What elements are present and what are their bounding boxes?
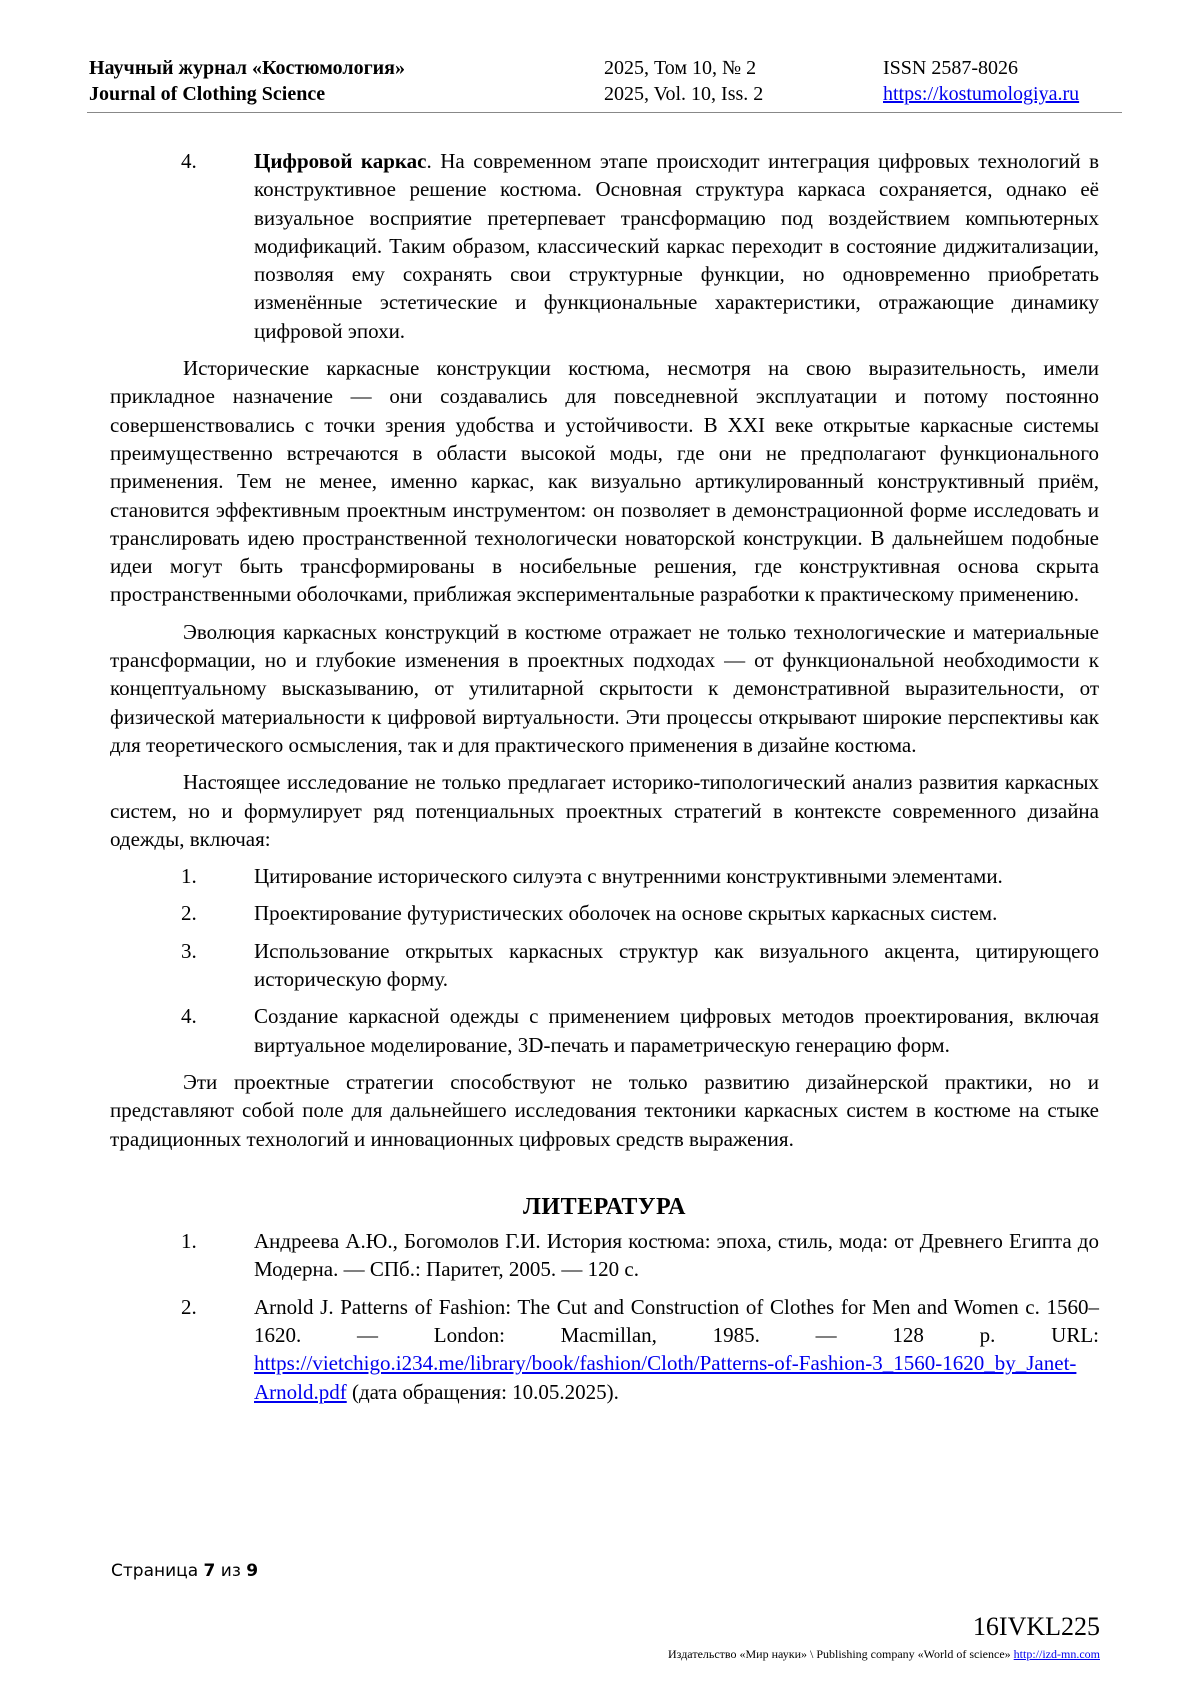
issue-info <box>604 55 763 107</box>
journal-title-ru: Научный журнал «Костюмология» <box>89 57 405 79</box>
reference-link[interactable]: https://vietchigo.i234.me/library/book/fashion/Cloth/Patterns-of-Fashion-3_1560-1620_by_Janet-Arnold.pdf <box>254 1351 1077 1404</box>
list-number: 1. <box>181 864 197 889</box>
issn: ISSN 2587-8026 <box>883 57 1019 79</box>
list-number: 4. <box>181 149 197 173</box>
strategy-text: Проектирование футуристических оболочек на основе скрытых каркасных систем. <box>254 901 998 926</box>
reference-text: Андреева А.Ю., Богомолов Г.И. История костюма: эпоха, стиль, мода: от Древнего Египта до Модерна. — СПб.: Паритет, 2005. — 120 с. <box>254 1229 1099 1282</box>
list-number: 4. <box>181 1004 197 1029</box>
journal-title <box>89 55 405 107</box>
page-current: 7 <box>203 1561 216 1581</box>
list-number: 3. <box>181 938 197 963</box>
item-title: Цифровой каркас <box>254 149 427 173</box>
issn-block <box>883 55 1079 107</box>
strategy-item <box>110 899 1099 927</box>
publisher-line <box>668 1647 1100 1662</box>
strategy-item <box>110 862 1099 890</box>
strategy-item <box>110 937 1099 994</box>
journal-url-link[interactable]: https://kostumologiya.ru <box>883 83 1080 105</box>
references-heading: ЛИТЕРАТУРА <box>523 1193 686 1220</box>
journal-title-en: Journal of Clothing Science <box>89 83 326 105</box>
strategy-item <box>110 1002 1099 1059</box>
conclusion-paragraph: Эти проектные стратегии способствуют не только развитию дизайнерской практики, но и представляют собой поле для дальнейшего исследования тектоники каркасных систем в костюме на стыке традиционных технологий и инновационных цифровых средств выражения. <box>110 1069 1099 1151</box>
reference-number: 2. <box>181 1294 197 1319</box>
reference-item <box>110 1227 1099 1284</box>
reference-number: 1. <box>181 1229 197 1254</box>
strategy-text: Создание каркасной одежды с применением цифровых методов проектирования, включая виртуальное моделирование, 3D-печать и параметрическую генерацию форм. <box>254 1004 1099 1057</box>
strategy-text: Использование открытых каркасных структур как визуального акцента, цитирующего историческую форму. <box>254 938 1099 992</box>
issue-info-ru: 2025, Том 10, № 2 <box>604 57 757 79</box>
publisher-name: Издательство «Мир науки» \ Publishing company «World of science» <box>668 1647 1011 1661</box>
reference-item <box>110 1293 1099 1406</box>
item-text: . На современном этапе происходит интеграция цифровых технологий в конструктивное решение костюма. Основная структура каркаса сохраняется, однако её визуальное восприятие претерпевает трансформацию под воздействием компьютерных модификаций. Таким образом, классический каркас переходит в состояние диджитализации, позволяя ему сохранять свои структурные функции, но одновременно приобретать изменённые эстетические и функциональные характеристики, отражающие динамику цифровой эпохи. <box>254 149 1099 343</box>
page-of: из <box>220 1561 241 1581</box>
publisher-link[interactable]: http://izd-mn.com <box>1013 1647 1100 1661</box>
strategy-text: Цитирование исторического силуэта с внутренними конструктивными элементами. <box>254 864 1003 889</box>
paragraph: Исторические каркасные конструкции костюма, несмотря на свою выразительность, имели прикладное назначение — они создавались для повседневной эксплуатации и потому постоянно совершенствовались с точки зрения удобства и устойчивости. В XXI веке открытые каркасные системы преимущественно встречаются в области высокой моды, где они не предполагают функционального применения. Тем не менее, именно каркас, как визуально артикулированный конструктивный приём, становится эффективным проектным инструментом: он позволяет в демонстрационной форме исследовать и транслировать идею пространственной технологически новаторской конструкции. В дальнейшем подобные идеи могут быть трансформированы в носибельные решения, где конструктивная основа скрыта пространственными оболочками, приближая экспериментальные разработки к практическому применению. <box>110 356 1099 607</box>
page-total: 9 <box>246 1561 259 1581</box>
paragraph: Эволюция каркасных конструкций в костюме отражает не только технологические и материальные трансформации, но и глубокие изменения в проектных подходах — от функциональной необходимости к концептуальному высказыванию, от утилитарной скрытости к демонстративной выразительности, от физической материальности к цифровой виртуальности. Эти процессы открывают широкие перспективы как для теоретического осмысления, так и для практического применения в дизайне костюма. <box>110 619 1099 757</box>
reference-text: Arnold J. Patterns of Fashion: The Cut and Construction of Clothes for Men and Women c. 1560–1620. — London: Macmillan, 1985. — 128 p. URL: <box>254 1294 1099 1347</box>
page-label: Страница <box>111 1561 199 1581</box>
paragraph: Настоящее исследование не только предлагает историко-типологический анализ развития каркасных систем, но и формулирует ряд потенциальных проектных стратегий в контексте современного дизайна одежды, включая: <box>110 770 1099 851</box>
article-code: 16IVKL225 <box>972 1612 1100 1641</box>
page-number <box>111 1561 258 1581</box>
article-body <box>110 147 1099 1406</box>
reference-suffix: (дата обращения: 10.05.2025). <box>346 1379 619 1404</box>
header-divider <box>87 112 1122 113</box>
issue-info-en: 2025, Vol. 10, Iss. 2 <box>604 83 764 105</box>
digital-frame-item <box>110 147 1099 345</box>
list-number: 2. <box>181 901 197 926</box>
